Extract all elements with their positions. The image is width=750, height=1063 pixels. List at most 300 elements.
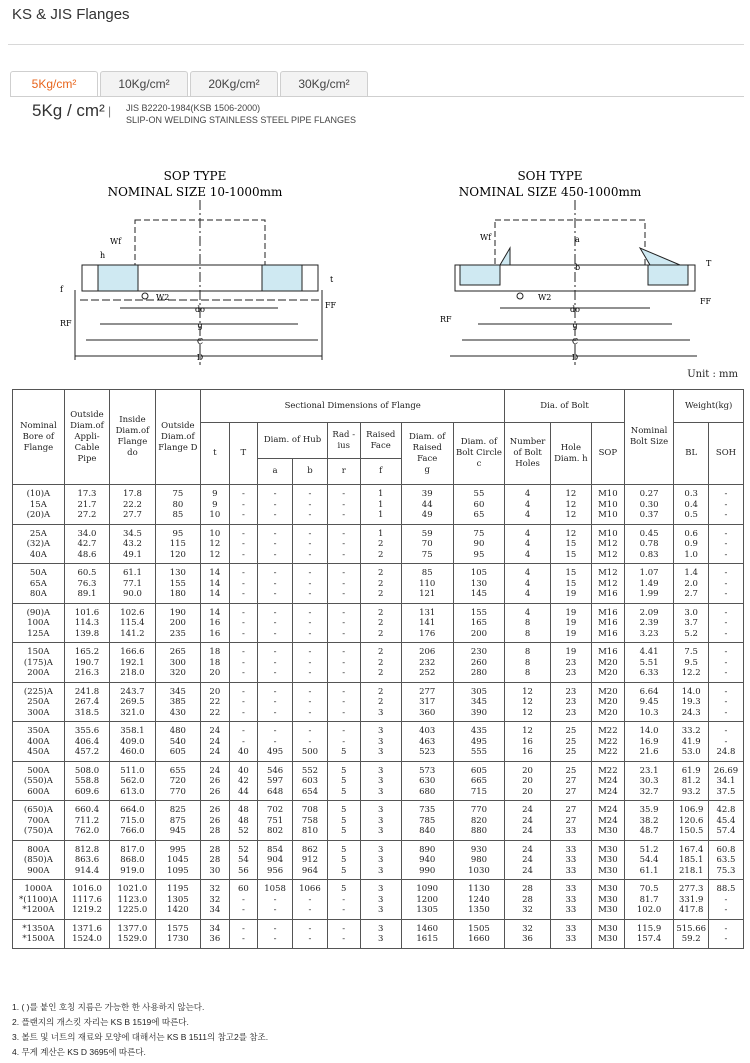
table-cell: -: [229, 905, 258, 919]
table-cell: 1: [360, 510, 401, 524]
table-cell: -: [327, 919, 360, 934]
table-cell: 358.1: [110, 722, 155, 737]
table-cell: 8: [505, 668, 550, 682]
table-cell: 1219.2: [64, 905, 109, 919]
table-cell: 720: [155, 776, 200, 787]
table-cell: 2: [360, 589, 401, 603]
table-cell: 862: [293, 840, 328, 855]
table-cell: 70.5: [624, 880, 674, 895]
table-cell: 23: [550, 668, 591, 682]
table-cell: 2: [360, 643, 401, 658]
table-cell: 57.4: [708, 826, 743, 840]
table-cell: 39: [401, 485, 453, 500]
table-cell: 50A: [13, 564, 65, 579]
table-cell: 4: [505, 589, 550, 603]
table-cell: 2: [360, 697, 401, 708]
table-cell: M12: [591, 539, 624, 550]
table-cell: 139.8: [64, 629, 109, 643]
table-cell: 770: [453, 801, 505, 816]
table-cell: 166.6: [110, 643, 155, 658]
table-cell: 12: [505, 697, 550, 708]
table-cell: *1500A: [13, 934, 65, 948]
table-cell: 605: [453, 761, 505, 776]
table-cell: 3: [360, 934, 401, 948]
table-cell: 125A: [13, 629, 65, 643]
table-cell: 2: [360, 618, 401, 629]
table-cell: 23: [550, 682, 591, 697]
table-cell: -: [327, 643, 360, 658]
table-cell: 150.5: [674, 826, 709, 840]
table-cell: 35.9: [624, 801, 674, 816]
table-cell: 5: [327, 866, 360, 880]
table-cell: 318.5: [64, 708, 109, 722]
table-cell: 37.5: [708, 787, 743, 801]
table-cell: 300A: [13, 708, 65, 722]
table-cell: 0.6: [674, 524, 709, 539]
table-cell: 3.0: [674, 603, 709, 618]
table-cell: 14.0: [674, 682, 709, 697]
table-cell: 36: [505, 934, 550, 948]
table-cell: 101.6: [64, 603, 109, 618]
table-cell: 24: [201, 722, 230, 737]
table-cell: -: [708, 737, 743, 748]
table-cell: 33: [550, 840, 591, 855]
table-cell: -: [293, 934, 328, 948]
table-cell: 4: [505, 539, 550, 550]
table-cell: 77.1: [110, 579, 155, 590]
table-cell: 27.7: [110, 510, 155, 524]
tab-30kg[interactable]: 30Kg/cm²: [280, 71, 368, 96]
col-t: t: [201, 423, 230, 485]
soh-t-label: T: [706, 259, 712, 268]
table-cell: 3: [360, 826, 401, 840]
table-cell: 5: [327, 816, 360, 827]
table-cell: 655: [155, 761, 200, 776]
table-cell: 32: [505, 919, 550, 934]
table-cell: 654: [293, 787, 328, 801]
table-cell: 5.2: [674, 629, 709, 643]
table-cell: 16.9: [624, 737, 674, 748]
table-cell: M24: [591, 801, 624, 816]
table-cell: 0.9: [674, 539, 709, 550]
table-cell: -: [229, 629, 258, 643]
table-cell: -: [293, 550, 328, 564]
table-cell: 680: [401, 787, 453, 801]
table-cell: 20: [201, 682, 230, 697]
tab-divider: [10, 96, 744, 97]
table-cell: 3: [360, 855, 401, 866]
table-cell: 360: [401, 708, 453, 722]
table-cell: 130: [453, 579, 505, 590]
table-cell: 1305: [401, 905, 453, 919]
table-cell: 3: [360, 905, 401, 919]
table-cell: 167.4: [674, 840, 709, 855]
table-cell: 0.5: [674, 510, 709, 524]
table-cell: 1460: [401, 919, 453, 934]
table-cell: -: [327, 579, 360, 590]
table-cell: 106.9: [674, 801, 709, 816]
table-cell: 28: [505, 880, 550, 895]
table-cell: 10: [201, 510, 230, 524]
table-cell: 2.0: [674, 579, 709, 590]
table-cell: 95: [155, 524, 200, 539]
table-cell: 70: [401, 539, 453, 550]
table-cell: 23: [550, 697, 591, 708]
spec-standard-code: JIS B2220-1984(KSB 1506-2000): [126, 103, 261, 113]
table-cell: 26: [201, 801, 230, 816]
tab-10kg[interactable]: 10Kg/cm²: [100, 71, 188, 96]
table-cell: 660.4: [64, 801, 109, 816]
table-cell: -: [229, 658, 258, 669]
table-cell: 1021.0: [110, 880, 155, 895]
table-cell: 115: [155, 539, 200, 550]
table-cell: -: [258, 905, 293, 919]
col-nominal-bore: Nominal Bore of Flange: [13, 390, 65, 485]
table-cell: 252: [401, 668, 453, 682]
table-cell: -: [229, 603, 258, 618]
table-cell: 267.4: [64, 697, 109, 708]
table-cell: (225)A: [13, 682, 65, 697]
table-cell: 75: [401, 550, 453, 564]
table-cell: M22: [591, 761, 624, 776]
table-cell: 95: [453, 550, 505, 564]
table-cell: 523: [401, 747, 453, 761]
table-cell: -: [327, 524, 360, 539]
table-cell: 10.3: [624, 708, 674, 722]
table-cell: 3.23: [624, 629, 674, 643]
table-cell: 18: [201, 643, 230, 658]
table-cell: 27.2: [64, 510, 109, 524]
table-cell: M12: [591, 550, 624, 564]
sop-type-label: SOP TYPE: [163, 169, 227, 183]
table-cell: 4: [505, 510, 550, 524]
table-cell: 16: [201, 618, 230, 629]
table-cell: 990: [401, 866, 453, 880]
table-row: [13, 697, 744, 708]
table-cell: 19: [550, 629, 591, 643]
table-cell: 28: [505, 895, 550, 906]
table-cell: 63.5: [708, 855, 743, 866]
sop-rf-label: RF: [60, 319, 72, 328]
table-cell: 232: [401, 658, 453, 669]
tab-20kg[interactable]: 20Kg/cm²: [190, 71, 278, 96]
table-cell: M10: [591, 500, 624, 511]
table-cell: 5: [327, 747, 360, 761]
table-cell: 12: [550, 500, 591, 511]
table-cell: -: [293, 668, 328, 682]
table-cell: 85: [401, 564, 453, 579]
table-cell: 27: [550, 801, 591, 816]
table-cell: -: [327, 564, 360, 579]
table-cell: -: [708, 550, 743, 564]
table-cell: -: [327, 550, 360, 564]
table-cell: -: [708, 722, 743, 737]
table-cell: 15: [550, 550, 591, 564]
table-cell: 14.0: [624, 722, 674, 737]
table-cell: 665: [453, 776, 505, 787]
table-cell: 1615: [401, 934, 453, 948]
table-cell: -: [293, 510, 328, 524]
table-row: [13, 618, 744, 629]
table-cell: -: [229, 708, 258, 722]
table-cell: M30: [591, 880, 624, 895]
table-cell: 65: [453, 510, 505, 524]
sop-do-label: do: [195, 305, 205, 314]
table-cell: -: [293, 682, 328, 697]
table-cell: 60.5: [64, 564, 109, 579]
table-cell: 49.1: [110, 550, 155, 564]
table-cell: 10: [201, 524, 230, 539]
table-cell: -: [327, 697, 360, 708]
table-cell: -: [708, 500, 743, 511]
table-cell: -: [258, 737, 293, 748]
table-cell: -: [293, 895, 328, 906]
table-cell: 61.1: [110, 564, 155, 579]
table-cell: -: [258, 934, 293, 948]
table-cell: 24: [201, 761, 230, 776]
table-cell: 44: [401, 500, 453, 511]
col-T: T: [229, 423, 258, 485]
table-row: [13, 564, 744, 579]
table-cell: 32.7: [624, 787, 674, 801]
table-cell: 26: [201, 816, 230, 827]
table-cell: -: [293, 564, 328, 579]
table-cell: 27: [550, 787, 591, 801]
table-cell: 964: [293, 866, 328, 880]
table-cell: -: [708, 668, 743, 682]
table-cell: -: [327, 589, 360, 603]
table-cell: (650)A: [13, 801, 65, 816]
col-sop: SOP: [591, 423, 624, 485]
table-cell: 216.3: [64, 668, 109, 682]
table-cell: M16: [591, 589, 624, 603]
table-cell: M30: [591, 919, 624, 934]
table-cell: 956: [258, 866, 293, 880]
table-cell: 825: [155, 801, 200, 816]
pressure-tabs: [10, 71, 368, 96]
table-cell: -: [229, 550, 258, 564]
table-cell: -: [293, 919, 328, 934]
table-cell: -: [708, 919, 743, 934]
table-cell: 30: [201, 866, 230, 880]
table-cell: 912: [293, 855, 328, 866]
table-row: [13, 603, 744, 618]
table-cell: 40A: [13, 550, 65, 564]
table-cell: -: [327, 722, 360, 737]
table-cell: 230: [453, 643, 505, 658]
table-cell: 45.4: [708, 816, 743, 827]
table-cell: (750)A: [13, 826, 65, 840]
table-cell: -: [327, 618, 360, 629]
table-cell: 1.4: [674, 564, 709, 579]
table-cell: 24: [505, 840, 550, 855]
table-cell: 80: [155, 500, 200, 511]
table-cell: 14: [201, 589, 230, 603]
table-cell: 34.0: [64, 524, 109, 539]
tab-5kg[interactable]: 5Kg/cm²: [10, 71, 98, 96]
table-cell: 5: [327, 840, 360, 855]
table-cell: 20: [505, 787, 550, 801]
table-cell: -: [327, 708, 360, 722]
table-cell: 61.9: [674, 761, 709, 776]
table-cell: -: [258, 895, 293, 906]
table-row: [13, 539, 744, 550]
table-cell: 1045: [155, 855, 200, 866]
table-cell: 20: [505, 776, 550, 787]
table-cell: 995: [155, 840, 200, 855]
table-cell: 41.9: [674, 737, 709, 748]
table-cell: -: [258, 697, 293, 708]
table-cell: 817.0: [110, 840, 155, 855]
table-row: [13, 658, 744, 669]
table-cell: 1240: [453, 895, 505, 906]
table-cell: 24: [505, 855, 550, 866]
table-cell: 32: [505, 905, 550, 919]
table-cell: -: [327, 500, 360, 511]
table-cell: M16: [591, 643, 624, 658]
table-cell: 59.2: [674, 934, 709, 948]
table-cell: 49: [401, 510, 453, 524]
table-cell: 430: [155, 708, 200, 722]
table-cell: 34: [201, 905, 230, 919]
table-cell: 185.1: [674, 855, 709, 866]
table-cell: 403: [401, 722, 453, 737]
table-cell: -: [293, 603, 328, 618]
table-cell: 715.0: [110, 816, 155, 827]
table-cell: -: [229, 524, 258, 539]
table-cell: -: [327, 485, 360, 500]
table-cell: 27: [550, 776, 591, 787]
table-cell: 21.7: [64, 500, 109, 511]
table-cell: M30: [591, 855, 624, 866]
table-cell: 4: [505, 564, 550, 579]
col-outside-diam-pipe: Outside Diam.of Appli-Cable Pipe: [64, 390, 109, 485]
table-cell: 4.41: [624, 643, 674, 658]
table-cell: M20: [591, 708, 624, 722]
table-cell: 1: [360, 500, 401, 511]
col-sectional-dimensions: Sectional Dimensions of Flange: [201, 390, 505, 423]
table-cell: (850)A: [13, 855, 65, 866]
table-cell: 605: [155, 747, 200, 761]
table-cell: 206: [401, 643, 453, 658]
table-cell: 914.4: [64, 866, 109, 880]
table-cell: 27: [550, 816, 591, 827]
table-cell: -: [708, 643, 743, 658]
table-cell: 24: [201, 737, 230, 748]
diam-raised-label: Diam. of Raised Face: [409, 431, 446, 464]
table-cell: 435: [453, 722, 505, 737]
table-cell: 28: [201, 855, 230, 866]
table-cell: 23: [550, 658, 591, 669]
table-cell: 7.5: [674, 643, 709, 658]
table-cell: -: [293, 579, 328, 590]
table-cell: M24: [591, 787, 624, 801]
table-cell: 317: [401, 697, 453, 708]
table-cell: -: [708, 934, 743, 948]
table-cell: 20: [201, 668, 230, 682]
table-cell: 880: [453, 826, 505, 840]
diam-raised-g: g: [424, 464, 430, 475]
table-cell: (90)A: [13, 603, 65, 618]
sop-d-label: D: [196, 353, 204, 362]
table-cell: -: [293, 629, 328, 643]
table-cell: 2: [360, 564, 401, 579]
table-cell: 4: [505, 550, 550, 564]
table-cell: 1371.6: [64, 919, 109, 934]
table-cell: -: [708, 895, 743, 906]
soh-w2-label: W2: [538, 293, 552, 302]
table-cell: 3: [360, 801, 401, 816]
table-cell: 1: [360, 485, 401, 500]
table-cell: 75: [155, 485, 200, 500]
sop-h-label: h: [100, 251, 106, 260]
table-cell: 16: [505, 737, 550, 748]
table-cell: -: [327, 603, 360, 618]
table-row: [13, 905, 744, 919]
table-cell: 21.6: [624, 747, 674, 761]
table-cell: M22: [591, 747, 624, 761]
table-cell: 14: [201, 579, 230, 590]
table-cell: 5: [327, 761, 360, 776]
table-cell: 495: [258, 747, 293, 761]
table-cell: 9: [201, 500, 230, 511]
table-row: [13, 855, 744, 866]
col-soh: SOH: [708, 423, 743, 485]
table-cell: 5: [327, 776, 360, 787]
table-cell: -: [258, 618, 293, 629]
table-cell: 24: [505, 826, 550, 840]
table-cell: 9.5: [674, 658, 709, 669]
table-cell: 218.1: [674, 866, 709, 880]
table-cell: 1524.0: [64, 934, 109, 948]
table-cell: 8: [505, 658, 550, 669]
table-cell: 60: [453, 500, 505, 511]
table-cell: -: [258, 722, 293, 737]
table-cell: 597: [258, 776, 293, 787]
col-hole-diam: Hole Diam. h: [550, 423, 591, 485]
table-cell: 508.0: [64, 761, 109, 776]
table-cell: 480: [155, 722, 200, 737]
table-cell: 33: [550, 895, 591, 906]
table-cell: -: [708, 485, 743, 500]
table-cell: 305: [453, 682, 505, 697]
table-cell: 409.0: [110, 737, 155, 748]
table-cell: 17.8: [110, 485, 155, 500]
table-cell: 5: [327, 787, 360, 801]
table-cell: 1117.6: [64, 895, 109, 906]
table-cell: 630: [401, 776, 453, 787]
table-cell: 33: [550, 855, 591, 866]
table-cell: -: [708, 564, 743, 579]
table-cell: 102.0: [624, 905, 674, 919]
spec-standard: [126, 102, 356, 126]
table-cell: 102.6: [110, 603, 155, 618]
table-cell: -: [293, 589, 328, 603]
table-cell: 5: [327, 855, 360, 866]
table-cell: -: [708, 682, 743, 697]
table-cell: 2: [360, 550, 401, 564]
title-divider: [8, 44, 744, 45]
table-cell: -: [229, 539, 258, 550]
table-row: [13, 919, 744, 934]
table-cell: 400A: [13, 737, 65, 748]
table-cell: 751: [258, 816, 293, 827]
table-cell: 190: [155, 603, 200, 618]
table-cell: 241.8: [64, 682, 109, 697]
table-cell: 1130: [453, 880, 505, 895]
table-cell: 1420: [155, 905, 200, 919]
table-cell: 60: [229, 880, 258, 895]
